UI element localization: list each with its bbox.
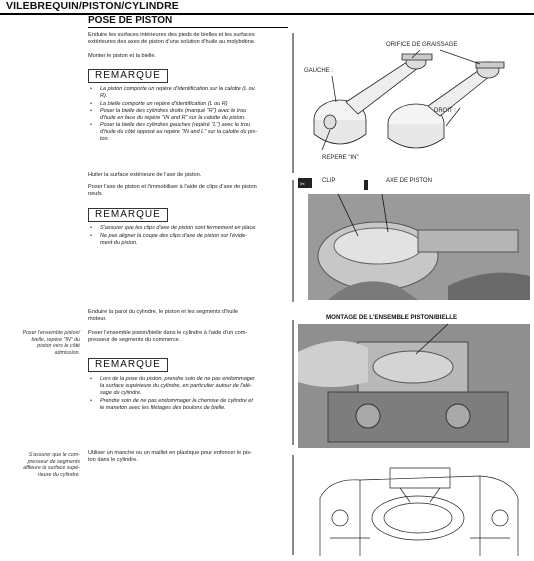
note-box-3: REMARQUE — [88, 358, 168, 372]
section-title: POSE DE PISTON — [88, 15, 173, 26]
clip-icon — [298, 178, 312, 188]
para3-line-2: moteur. — [88, 316, 107, 322]
label-axe-de-piston: AXE DE PISTON — [386, 178, 432, 184]
bullet-icon: • — [90, 108, 92, 114]
side2-line: presseur de segments — [27, 458, 80, 465]
note2-bullet-2 — [90, 233, 248, 240]
side1-line: piston vers le côté — [37, 343, 80, 350]
note1-bullet-4 — [90, 122, 251, 129]
side1-line: bielle, repère "IN" du — [31, 336, 80, 343]
side2-line: affleure la surface supé- — [23, 465, 80, 472]
note3-b1a: Lors de la pose du piston, prendre soin de ne pas endommager — [100, 376, 255, 382]
note3-bullet-1 — [90, 376, 255, 383]
para2-line-1: Huiler la surface extérieure de l'axe de piston. — [88, 172, 202, 178]
para2-line-2: Poser l'axe de piston et l'immobiliser à l'aide de clips d'axe de piston — [88, 184, 257, 190]
bullet-icon: • — [90, 233, 92, 239]
note3-b2a: Prendre soin de ne pas endommager la chemise de cylindre et — [100, 398, 253, 404]
side2-line: rieure du cylindre. — [37, 471, 80, 478]
note-box-2: REMARQUE — [88, 208, 168, 222]
para2-line-3: neufs. — [88, 191, 104, 197]
note2-bullet-1 — [90, 225, 257, 232]
note1-b4c: ton. — [100, 136, 110, 142]
label-orifice-graissage: ORIFICE DE GRAISSAGE — [386, 42, 458, 48]
note1-b1a: La piston comporte un repère d'identification sur la calotte (L ou — [100, 86, 255, 92]
note1-b2: La bielle comporte un repère d'identification (L ou R) — [100, 101, 228, 107]
para3-line-1: Enduire la paroi du cylindre, le piston et les segments d'huile — [88, 309, 239, 315]
bullet-icon: • — [90, 101, 92, 107]
note1-b4a: Poser la bielle des cylindres gauches (repéré "L") avec le trou — [100, 122, 251, 128]
side-note-1 — [14, 330, 80, 356]
piston-rod-diagram — [300, 32, 530, 172]
intro-line-2: extérieures des axes de piston d'une solution d'huile au molybdène. — [88, 39, 256, 45]
label-clip: CLIP — [322, 178, 336, 184]
note2-b2a: Ne pas aligner la coupe des clips d'axe de piston sur l'évide- — [100, 233, 248, 239]
note1-bullet-1 — [90, 86, 255, 93]
column-divider — [292, 320, 294, 445]
column-divider — [292, 33, 294, 173]
svg-text:✂: ✂ — [300, 182, 306, 188]
bullet-icon: • — [90, 398, 92, 404]
bullet-icon: • — [90, 122, 92, 128]
side1-line: Poser l'ensemble piston/ — [22, 330, 80, 336]
label-gauche: GAUCHE : — [304, 68, 334, 74]
note3-bullet-2 — [90, 398, 253, 405]
clip-photo — [298, 176, 530, 300]
side-note-2 — [14, 452, 80, 478]
note3-b1b: la surface supérieure du cylindre, en particulier autour de l'alé- — [100, 383, 252, 389]
intro-line-3: Monter le piston et la bielle. — [88, 53, 157, 59]
para3-line-4: presseur de segments du commerce. — [88, 337, 181, 343]
side2-line: S'assurer que le com- — [28, 452, 80, 458]
para3-line-3: Poser l'ensemble piston/bielle dans le cylindre à l'aide d'un com- — [88, 330, 248, 336]
header-rule — [0, 13, 534, 15]
column-divider — [292, 180, 294, 302]
note1-bullet-2 — [90, 101, 228, 108]
column-divider — [292, 455, 294, 555]
note-box-1: REMARQUE — [88, 69, 168, 83]
intro-line-1: Enduire les surfaces intérieures des pieds de bielles et les surfaces — [88, 32, 255, 38]
section-rule — [88, 27, 288, 28]
note3-b2b: le maneton avec les filetages des boulons de bielle. — [100, 405, 226, 411]
bullet-icon: • — [90, 86, 92, 92]
label-droit: DROIT : — [434, 108, 456, 114]
note1-b4b: d'huile du côté opposé au repère "IN and L" sur la calotte du pis- — [100, 129, 257, 135]
side1-line: admission. — [54, 349, 80, 356]
note3-b1c: sage du cylindre. — [100, 390, 142, 396]
bullet-icon: • — [90, 225, 92, 231]
photo-title: MONTAGE DE L'ENSEMBLE PISTON/BIELLE — [326, 314, 458, 321]
note1-b3a: Poser la bielle des cylindres droits (marqué "R") avec le trou — [100, 108, 247, 114]
note1-b3b: d'huile en face du repère "IN and R" sur la calotte du piston. — [100, 115, 246, 121]
page-header — [0, 0, 534, 14]
note1-b1b: R). — [100, 93, 108, 99]
engine-line-drawing — [300, 458, 530, 556]
chapter-title: VILEBREQUIN/PISTON/CYLINDRE — [6, 0, 179, 12]
note2-b1: S'assurer que les clips d'axe de piston sont fermement en place. — [100, 225, 257, 231]
piston-assembly-photo — [298, 312, 530, 448]
bullet-icon: • — [90, 376, 92, 382]
note1-bullet-3 — [90, 108, 247, 115]
note2-b2b: ment du piston. — [100, 240, 138, 246]
para4-line-1: Utiliser un manche ou un maillet en plastique pour enfoncer le pis- — [88, 450, 252, 456]
label-repere-in: REPERE "IN" — [322, 155, 359, 161]
para4-line-2: ton dans le cylindre. — [88, 457, 138, 463]
